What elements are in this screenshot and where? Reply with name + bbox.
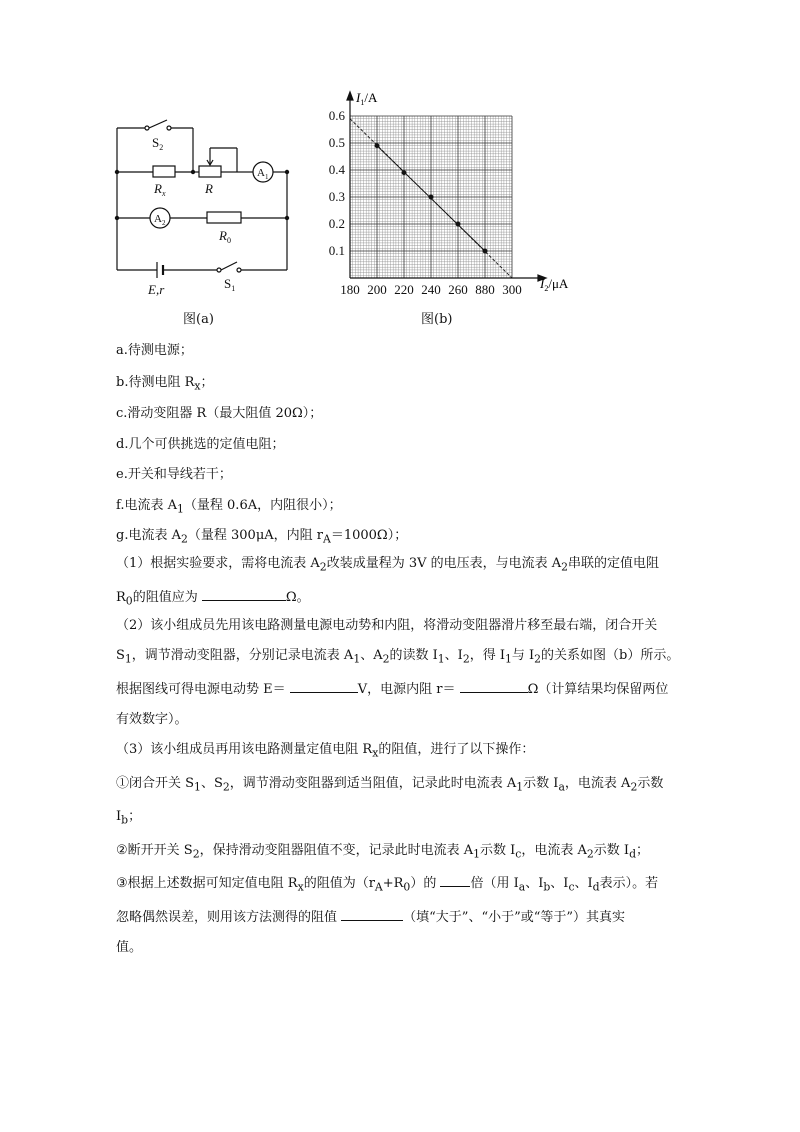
q3-ratio-blank[interactable] [440,872,470,887]
item-d: d.几个可供挑选的定值电阻； [116,437,285,452]
svg-text:S1 [224,276,235,293]
question-3: （3）该小组成员再用该电路测量定值电阻 $R_x$的阻值，进行了以下操作： ①闭合开关 $S_1$、$S_2$，调节滑动变阻器到适当阻值，记录此时电流表 $A_1$示数 $I_a$，电流表 $A_2$示数 $I_b$； ②断开开关 $S_2$，保持滑动变阻器阻值不变，记录此时电流表 $A_1$示数 $I_c$，电流表 $A_2$示数 $I_d$； ③根据上述数据可知定值电阻 $R_x$的阻值为$(r_A+R_0)$的 倍（用 $I_a$、$I_b$、$I_c$、$I_d$表示）。若 忽略偶然误差，则用该方法测得的阻值 （填“大于”、“小于”或“等于”）其真实 值。 [116,742,664,955]
label-s2-sub: 2 [159,143,164,152]
x-tick-label: 200 [367,282,387,297]
y-tick-label: 0.2 [328,216,345,231]
data-point [402,170,407,175]
q3-compare-blank[interactable] [341,906,403,921]
data-point [429,195,434,200]
x-tick-label: 300 [502,282,522,297]
i1-i2-graph [320,88,590,300]
question-1: （1）根据实验要求，需将电流表 $A_2$改装成量程为 3V 的电压表，与电流表 $A_2$串联的定值电阻 $R_0$的阻值应为 Ω。 [116,556,660,608]
label-s1: S [224,276,232,291]
item-e: e.开关和导线若干； [116,467,232,482]
item-f: f.电流表 $A_1$（量程 0.6A，内阻很小）； [116,498,342,516]
x-axis-sub: 2 [544,284,549,293]
item-g: g.电流表 $A_2$（量程 300μA，内阻 $r_A=1000\Omega$）； [116,528,408,546]
label-a2-sub: 2 [161,219,166,227]
item-b: b.待测电阻 $R_x$； [116,375,214,393]
label-s1-sub: 1 [231,284,236,293]
svg-text:I1/A [355,90,378,107]
x-tick-label: 260 [448,282,468,297]
label-a1-sub: 1 [264,173,269,181]
data-point [456,222,461,227]
x-tick-label: 240 [421,282,441,297]
data-point [375,143,380,148]
svg-text:R0 [218,228,231,245]
svg-text:I2/μA [539,276,569,293]
y-tick-label: 0.6 [328,108,345,123]
x-axis-unit: /μA [548,276,569,291]
y-tick-label: 0.4 [328,162,345,177]
question-2: （2）该小组成员先用该电路测量电源电动势和内阻，将滑动变阻器滑片移至最右端，闭合开关 $S_1$，调节滑动变阻器，分别记录电流表 $A_1$、$A_2$的读数 $I_1$、$I_2$，得 $I_1$与 $I_2$的关系如图（b）所示。 根据图线可得电源电动势 E＝ V，电源内阻 r＝ Ω（计算结果均保留两位 有效数字）。 [116,618,680,727]
figure-b-caption: 图(b) [421,312,453,327]
x-tick-label: 180 [340,282,360,297]
circuit-diagram [105,110,305,310]
q2-emf-blank[interactable] [290,678,358,693]
label-r0-sub: 0 [226,236,231,245]
item-a: a.待测电源； [116,343,193,358]
label-rx: R [154,181,162,196]
label-rx-sub: x [161,189,166,198]
svg-text:A1 [257,167,269,181]
step-1: ①闭合开关 $S_1$、$S_2$，调节滑动变阻器到适当阻值，记录此时电流表 $A_1$示数 $I_a$，电流表 $A_2$示数 $I_b$； [116,775,664,827]
q2-resistance-blank[interactable] [460,678,528,693]
x-axis-label: I [540,276,545,291]
label-r: R [205,181,213,196]
x-tick-label: 880 [475,282,495,297]
step-2: ②断开开关 $S_2$，保持滑动变阻器阻值不变，记录此时电流表 $A_1$示数 $I_c$，电流表 $A_2$示数 $I_d$； [116,842,650,861]
svg-text:S2 [152,135,163,152]
y-tick-label: 0.5 [328,135,345,150]
y-axis-sub: 1 [360,98,365,107]
label-er: E,r [148,282,165,297]
q1-answer-blank[interactable] [202,586,286,601]
data-point [483,249,488,254]
x-tick-label: 220 [394,282,414,297]
y-tick-label: 0.1 [328,243,345,258]
y-axis-arrow [347,92,353,100]
y-axis-unit: /A [364,90,378,105]
y-tick-label: 0.3 [328,189,345,204]
svg-text:A2 [154,213,166,227]
label-r0: R [219,228,227,243]
label-a2: A [154,213,162,225]
item-c: c.滑动变阻器 R（最大阻值 20Ω）； [116,406,323,421]
figure-a-caption: 图(a) [183,312,214,327]
svg-text:Rx [153,181,166,198]
y-axis-label: I [356,90,361,105]
label-s2: S [152,135,160,150]
label-a1: A [257,167,265,179]
step-3: ③根据上述数据可知定值电阻 $R_x$的阻值为$(r_A+R_0)$的 倍（用 $I_a$、$I_b$、$I_c$、$I_d$表示）。若 忽略偶然误差，则用该方法测得的阻值 （填“大于”、“小于”或“等于”）其真实 值。 [116,876,658,955]
